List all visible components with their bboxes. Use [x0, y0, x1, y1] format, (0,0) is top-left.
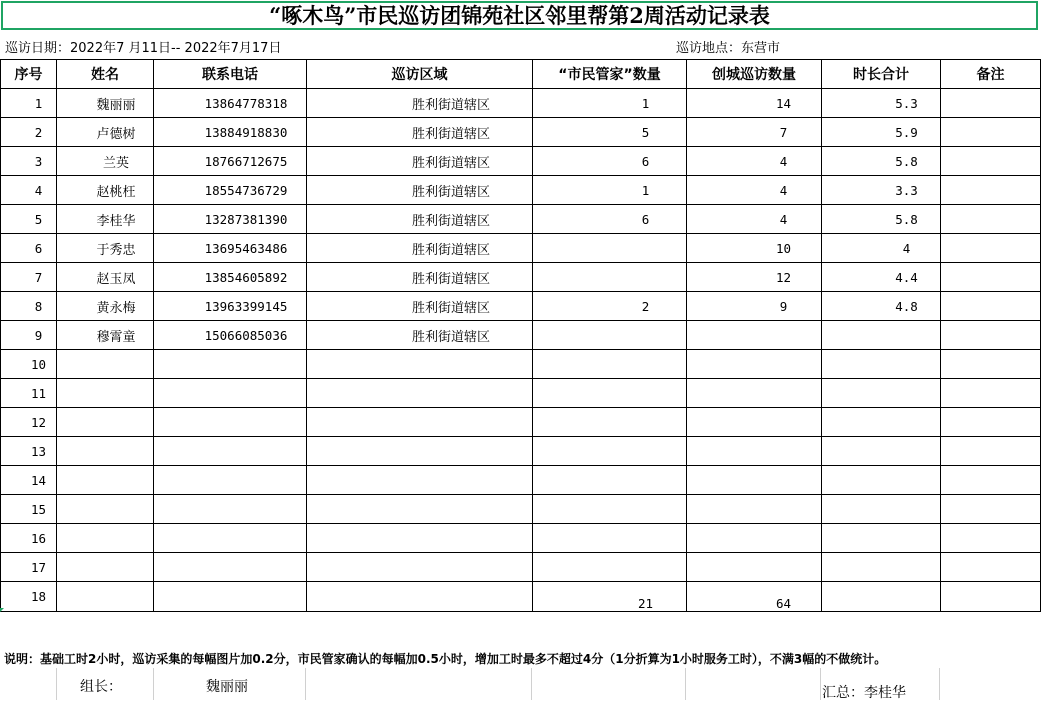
cell-total-hours[interactable]: 4 — [822, 234, 941, 263]
cell-index[interactable]: 4 — [1, 176, 57, 205]
summary-signature[interactable]: 汇总：李桂华 — [822, 685, 906, 701]
table-row — [1, 495, 1041, 524]
cell-area[interactable] — [307, 582, 533, 612]
cell-total-hours[interactable]: 5.8 — [822, 147, 941, 176]
cell-name[interactable]: 赵桃枉 — [57, 176, 154, 205]
header-remarks[interactable]: 备注 — [941, 60, 1041, 89]
table-row — [1, 582, 1041, 612]
cell-remarks[interactable] — [941, 205, 1041, 234]
cell-area[interactable]: 胜利街道辖区 — [307, 147, 533, 176]
table-row — [1, 147, 1041, 176]
table-row — [1, 437, 1041, 466]
table-row — [1, 118, 1041, 147]
cell-index[interactable]: 6 — [1, 234, 57, 263]
cell-remarks[interactable] — [941, 437, 1041, 466]
cell-total-hours[interactable] — [822, 466, 941, 495]
cell-comment-marker — [0, 608, 4, 612]
cell-remarks[interactable] — [941, 553, 1041, 582]
cell-remarks[interactable] — [941, 118, 1041, 147]
cell-index[interactable]: 13 — [1, 437, 57, 466]
grid-line — [820, 668, 821, 700]
cell-patrol-count[interactable] — [687, 321, 822, 350]
cell-remarks[interactable] — [941, 263, 1041, 292]
header-index[interactable]: 序号 — [1, 60, 57, 89]
cell-name[interactable]: 李桂华 — [57, 205, 154, 234]
cell-name[interactable] — [57, 408, 154, 437]
table-row — [1, 379, 1041, 408]
cell-name[interactable]: 兰英 — [57, 147, 154, 176]
cell-phone[interactable]: 18766712675 — [154, 147, 307, 176]
cell-phone[interactable] — [154, 582, 307, 612]
cell-patrol-count[interactable]: 7 — [687, 118, 822, 147]
cell-total-hours[interactable] — [822, 408, 941, 437]
cell-remarks[interactable] — [941, 495, 1041, 524]
cell-patrol-count[interactable]: 4 — [687, 176, 822, 205]
cell-name[interactable]: 魏丽丽 — [57, 89, 154, 118]
sheet-title-cell[interactable]: “啄木鸟”市民巡访团锦苑社区邻里帮第2周活动记录表 — [1, 1, 1038, 30]
cell-manager-count[interactable]: 2 — [533, 292, 687, 321]
cell-patrol-count[interactable] — [687, 466, 822, 495]
grid-line — [939, 668, 940, 700]
cell-remarks[interactable] — [941, 350, 1041, 379]
header-patrol-count[interactable]: 创城巡访数量 — [687, 60, 822, 89]
table-row — [1, 408, 1041, 437]
cell-manager-count[interactable] — [533, 350, 687, 379]
cell-phone[interactable] — [154, 495, 307, 524]
grid-line — [56, 668, 57, 700]
cell-phone[interactable] — [154, 408, 307, 437]
cell-total-hours[interactable] — [822, 437, 941, 466]
patrol-date-label: 巡访日期： — [5, 41, 71, 56]
header-total-hours[interactable]: 时长合计 — [822, 60, 941, 89]
cell-area[interactable]: 胜利街道辖区 — [307, 321, 533, 350]
cell-patrol-count[interactable]: 14 — [687, 89, 822, 118]
cell-patrol-count[interactable] — [687, 553, 822, 582]
group-leader-name[interactable]: 魏丽丽 — [206, 679, 248, 695]
cell-area[interactable]: 胜利街道辖区 — [307, 292, 533, 321]
cell-total-hours[interactable] — [822, 379, 941, 408]
cell-total-hours[interactable] — [822, 495, 941, 524]
cell-area[interactable]: 胜利街道辖区 — [307, 205, 533, 234]
cell-phone[interactable] — [154, 350, 307, 379]
cell-phone[interactable]: 13287381390 — [154, 205, 307, 234]
cell-manager-count[interactable] — [533, 379, 687, 408]
cell-name[interactable]: 于秀忠 — [57, 234, 154, 263]
cell-area[interactable] — [307, 553, 533, 582]
patrol-location-cell[interactable] — [676, 40, 780, 58]
table-row — [1, 553, 1041, 582]
cell-phone[interactable] — [154, 379, 307, 408]
cell-area[interactable] — [307, 379, 533, 408]
table-row — [1, 89, 1041, 118]
cell-phone[interactable]: 18554736729 — [154, 176, 307, 205]
cell-patrol-count[interactable] — [687, 495, 822, 524]
header-phone[interactable]: 联系电话 — [154, 60, 307, 89]
cell-phone[interactable] — [154, 466, 307, 495]
cell-phone[interactable]: 13963399145 — [154, 292, 307, 321]
header-name[interactable]: 姓名 — [57, 60, 154, 89]
cell-remarks[interactable] — [941, 524, 1041, 553]
cell-name[interactable] — [57, 350, 154, 379]
cell-area[interactable] — [307, 437, 533, 466]
cell-patrol-count[interactable] — [687, 350, 822, 379]
cell-index[interactable]: 10 — [1, 350, 57, 379]
table-row — [1, 350, 1041, 379]
cell-area[interactable] — [307, 524, 533, 553]
cell-index[interactable]: 18 — [1, 582, 57, 612]
cell-index[interactable]: 17 — [1, 553, 57, 582]
cell-index[interactable]: 8 — [1, 292, 57, 321]
cell-manager-count[interactable]: 21 — [533, 582, 687, 612]
cell-name[interactable] — [57, 466, 154, 495]
cell-area[interactable] — [307, 350, 533, 379]
cell-remarks[interactable] — [941, 466, 1041, 495]
activity-record-table — [0, 59, 1041, 612]
cell-area[interactable]: 胜利街道辖区 — [307, 263, 533, 292]
cell-total-hours[interactable]: 5.3 — [822, 89, 941, 118]
cell-patrol-count[interactable]: 9 — [687, 292, 822, 321]
cell-total-hours[interactable] — [822, 524, 941, 553]
cell-patrol-count[interactable] — [687, 437, 822, 466]
cell-patrol-count[interactable] — [687, 379, 822, 408]
cell-index[interactable]: 1 — [1, 89, 57, 118]
cell-area[interactable] — [307, 466, 533, 495]
patrol-date-value: 2022年7 月11日-- 2022年7月17日 — [70, 41, 282, 56]
cell-name[interactable] — [57, 379, 154, 408]
cell-index[interactable]: 9 — [1, 321, 57, 350]
cell-index[interactable]: 3 — [1, 147, 57, 176]
table-header-row — [1, 60, 1041, 89]
table-row — [1, 205, 1041, 234]
cell-name[interactable] — [57, 582, 154, 612]
cell-manager-count[interactable] — [533, 234, 687, 263]
cell-manager-count[interactable] — [533, 524, 687, 553]
cell-index[interactable]: 16 — [1, 524, 57, 553]
cell-phone[interactable] — [154, 524, 307, 553]
cell-phone[interactable]: 13864778318 — [154, 89, 307, 118]
cell-phone[interactable]: 13884918830 — [154, 118, 307, 147]
cell-name[interactable]: 黄永梅 — [57, 292, 154, 321]
cell-manager-count[interactable] — [533, 437, 687, 466]
signature-row — [0, 668, 1043, 700]
cell-remarks[interactable] — [941, 379, 1041, 408]
patrol-location-label: 巡访地点： — [676, 41, 742, 56]
cell-manager-count[interactable]: 6 — [533, 205, 687, 234]
cell-patrol-count[interactable]: 10 — [687, 234, 822, 263]
cell-area[interactable] — [307, 495, 533, 524]
cell-index[interactable]: 15 — [1, 495, 57, 524]
table-row — [1, 176, 1041, 205]
cell-phone[interactable]: 15066085036 — [154, 321, 307, 350]
cell-total-hours[interactable]: 5.9 — [822, 118, 941, 147]
cell-remarks[interactable] — [941, 89, 1041, 118]
cell-manager-count[interactable] — [533, 495, 687, 524]
cell-index[interactable]: 14 — [1, 466, 57, 495]
cell-manager-count[interactable] — [533, 263, 687, 292]
cell-remarks[interactable] — [941, 176, 1041, 205]
cell-manager-count[interactable]: 5 — [533, 118, 687, 147]
table-row — [1, 234, 1041, 263]
cell-remarks[interactable] — [941, 321, 1041, 350]
table-row — [1, 466, 1041, 495]
cell-manager-count[interactable] — [533, 408, 687, 437]
grid-line — [685, 668, 686, 700]
cell-manager-count[interactable]: 1 — [533, 176, 687, 205]
cell-total-hours[interactable]: 5.8 — [822, 205, 941, 234]
patrol-date-cell[interactable] — [5, 40, 281, 58]
cell-manager-count[interactable] — [533, 553, 687, 582]
table-row — [1, 263, 1041, 292]
cell-name[interactable] — [57, 553, 154, 582]
cell-phone[interactable]: 13854605892 — [154, 263, 307, 292]
cell-index[interactable]: 5 — [1, 205, 57, 234]
cell-name[interactable]: 卢德树 — [57, 118, 154, 147]
cell-name[interactable]: 赵玉凤 — [57, 263, 154, 292]
cell-name[interactable] — [57, 524, 154, 553]
cell-name[interactable] — [57, 495, 154, 524]
grid-line — [305, 668, 306, 700]
table-row — [1, 321, 1041, 350]
cell-remarks[interactable] — [941, 582, 1041, 612]
cell-index[interactable]: 11 — [1, 379, 57, 408]
cell-index[interactable]: 12 — [1, 408, 57, 437]
table-row — [1, 524, 1041, 553]
header-manager-count[interactable]: “市民管家”数量 — [533, 60, 687, 89]
cell-patrol-count[interactable]: 4 — [687, 205, 822, 234]
cell-remarks[interactable] — [941, 292, 1041, 321]
cell-patrol-count[interactable]: 4 — [687, 147, 822, 176]
cell-total-hours[interactable] — [822, 582, 941, 612]
cell-area[interactable]: 胜利街道辖区 — [307, 118, 533, 147]
cell-patrol-count[interactable] — [687, 524, 822, 553]
cell-remarks[interactable] — [941, 408, 1041, 437]
cell-area[interactable]: 胜利街道辖区 — [307, 176, 533, 205]
cell-total-hours[interactable] — [822, 350, 941, 379]
cell-phone[interactable]: 13695463486 — [154, 234, 307, 263]
cell-total-hours[interactable] — [822, 553, 941, 582]
cell-index[interactable]: 7 — [1, 263, 57, 292]
table-row — [1, 292, 1041, 321]
explanation-note[interactable]: 说明：基础工时2小时，巡访采集的每幅图片加0.2分，市民管家确认的每幅加0.5小时，增加工时最多不超过4分（1分折算为1小时服务工时），不满3幅的不做统计。 — [4, 652, 887, 666]
cell-remarks[interactable] — [941, 147, 1041, 176]
grid-line — [153, 668, 154, 700]
cell-area[interactable]: 胜利街道辖区 — [307, 234, 533, 263]
cell-manager-count[interactable]: 6 — [533, 147, 687, 176]
cell-area[interactable] — [307, 408, 533, 437]
cell-phone[interactable] — [154, 553, 307, 582]
cell-total-hours[interactable]: 4.4 — [822, 263, 941, 292]
group-leader-label[interactable]: 组长： — [80, 679, 122, 695]
cell-manager-count[interactable] — [533, 321, 687, 350]
cell-phone[interactable] — [154, 437, 307, 466]
cell-manager-count[interactable]: 1 — [533, 89, 687, 118]
cell-total-hours[interactable] — [822, 321, 941, 350]
cell-index[interactable]: 2 — [1, 118, 57, 147]
cell-area[interactable]: 胜利街道辖区 — [307, 89, 533, 118]
patrol-location-value: 东营市 — [741, 41, 781, 56]
cell-total-hours[interactable]: 3.3 — [822, 176, 941, 205]
cell-patrol-count[interactable]: 64 — [687, 582, 822, 612]
cell-name[interactable] — [57, 437, 154, 466]
cell-name[interactable]: 穆霄童 — [57, 321, 154, 350]
cell-remarks[interactable] — [941, 234, 1041, 263]
cell-manager-count[interactable] — [533, 466, 687, 495]
cell-total-hours[interactable]: 4.8 — [822, 292, 941, 321]
cell-patrol-count[interactable] — [687, 408, 822, 437]
header-area[interactable]: 巡访区域 — [307, 60, 533, 89]
cell-patrol-count[interactable]: 12 — [687, 263, 822, 292]
grid-line — [531, 668, 532, 700]
